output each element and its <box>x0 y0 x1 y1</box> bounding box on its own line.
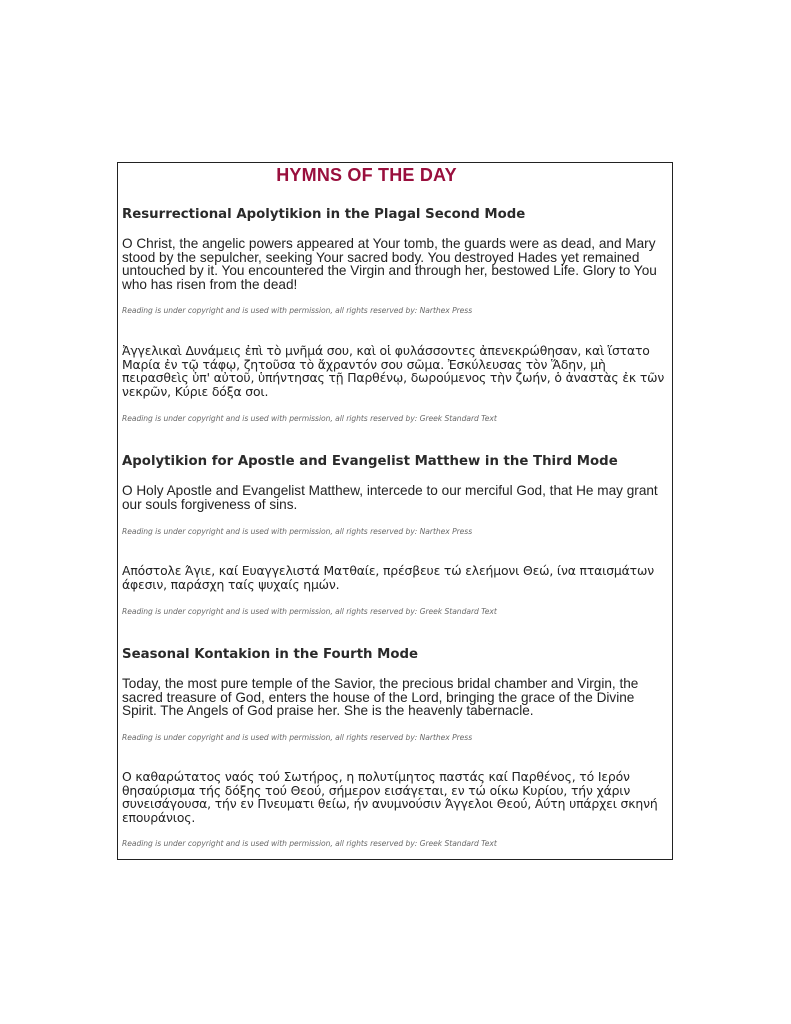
copyright-text: Reading is under copyright and is used with permission, all rights reserved by: Greek Standard Text <box>122 607 497 616</box>
copyright-note <box>122 607 668 617</box>
section-heading-apostle-matthew <box>122 454 668 470</box>
english-hymn-text: O Holy Apostle and Evangelist Matthew, intercede to our merciful God, that He may grant our souls forgiveness of sins. <box>122 483 658 512</box>
copyright-text: Reading is under copyright and is used with permission, all rights reserved by: Narthex Press <box>122 306 473 315</box>
english-hymn-block <box>122 677 668 718</box>
copyright-text: Reading is under copyright and is used with permission, all rights reserved by: Greek Standard Text <box>122 414 497 423</box>
greek-hymn-text: Απόστολε Άγιε, καί Ευαγγελιστά Ματθαίε, πρέσβευε τώ ελεήμονι Θεώ, ίνα πταισμάτων άφεσιν, παράσχη ταίς ψυχαίς ημών. <box>122 563 654 592</box>
english-hymn-block <box>122 237 668 291</box>
copyright-text: Reading is under copyright and is used with permission, all rights reserved by: Narthex Press <box>122 733 473 742</box>
section-heading: Seasonal Kontakion in the Fourth Mode <box>122 647 419 662</box>
greek-hymn-text: Ἀγγελικαὶ Δυνάμεις ἐπὶ τὸ μνῆμά σου, καὶ οἱ φυλάσσοντες ἀπενεκρώθησαν, καὶ ἵστατο Μαρία ἐν τῷ τάφῳ, ζητοῦσα τὸ ἄχραντόν σου σῶμα. Ἐσκύλευσας τὸν Ἅδην, μὴ πειρασθεὶς ὑπ' αὐτοῦ, ὑπήντησας τῇ Παρθένῳ, δωρούμενος τὴν ζωήν, ὁ ἀναστὰς ἐκ τῶν νεκρῶν, Κύριε δόξα σοι. <box>122 343 665 399</box>
greek-hymn-text: Ο καθαρώτατος ναός τού Σωτήρος, η πολυτίμητος παστάς καί Παρθένος, τό Ιερόν θησαύρισμα τής δόξης τού Θεού, σήμερον εισάγεται, εν τώ οίκω Κυρίου, τήν χάριν συνεισάγουσα, τήν εν Πνευματι θείω, ήν ανυμνούσιν Άγγελοι Θεού, Αύτη υπάρχει σκηνή επουράνιος. <box>122 769 658 825</box>
section-heading-seasonal-kontakion <box>122 647 668 663</box>
copyright-note <box>122 527 668 537</box>
section-heading-resurrectional-apolytikion <box>122 207 668 223</box>
english-hymn-text: O Christ, the angelic powers appeared at Your tomb, the guards were as dead, and Mary stood by the sepulcher, seeking Your sacred body. You destroyed Hades yet remained untouched by it. You encountered the Virgin and through her, bestowed Life. Glory to You who has risen from the dead! <box>122 236 657 292</box>
section-heading: Resurrectional Apolytikion in the Plagal Second Mode <box>122 207 526 222</box>
greek-hymn-block <box>122 770 668 824</box>
copyright-note <box>122 414 668 424</box>
copyright-note <box>122 733 668 743</box>
page-title: HYMNS OF THE DAY <box>276 165 457 185</box>
copyright-text: Reading is under copyright and is used with permission, all rights reserved by: Greek Standard Text <box>122 839 497 848</box>
copyright-note <box>122 306 668 316</box>
section-heading: Apolytikion for Apostle and Evangelist Matthew in the Third Mode <box>122 454 618 469</box>
english-hymn-text: Today, the most pure temple of the Savior, the precious bridal chamber and Virgin, the sacred treasure of God, enters the house of the Lord, bringing the grace of the Divine Spirit. The Angels of God praise her. She is the heavenly tabernacle. <box>122 676 639 719</box>
english-hymn-block <box>122 484 668 511</box>
greek-hymn-block <box>122 344 668 398</box>
greek-hymn-block <box>122 564 668 591</box>
copyright-text: Reading is under copyright and is used with permission, all rights reserved by: Narthex Press <box>122 527 473 536</box>
copyright-note <box>122 839 668 849</box>
